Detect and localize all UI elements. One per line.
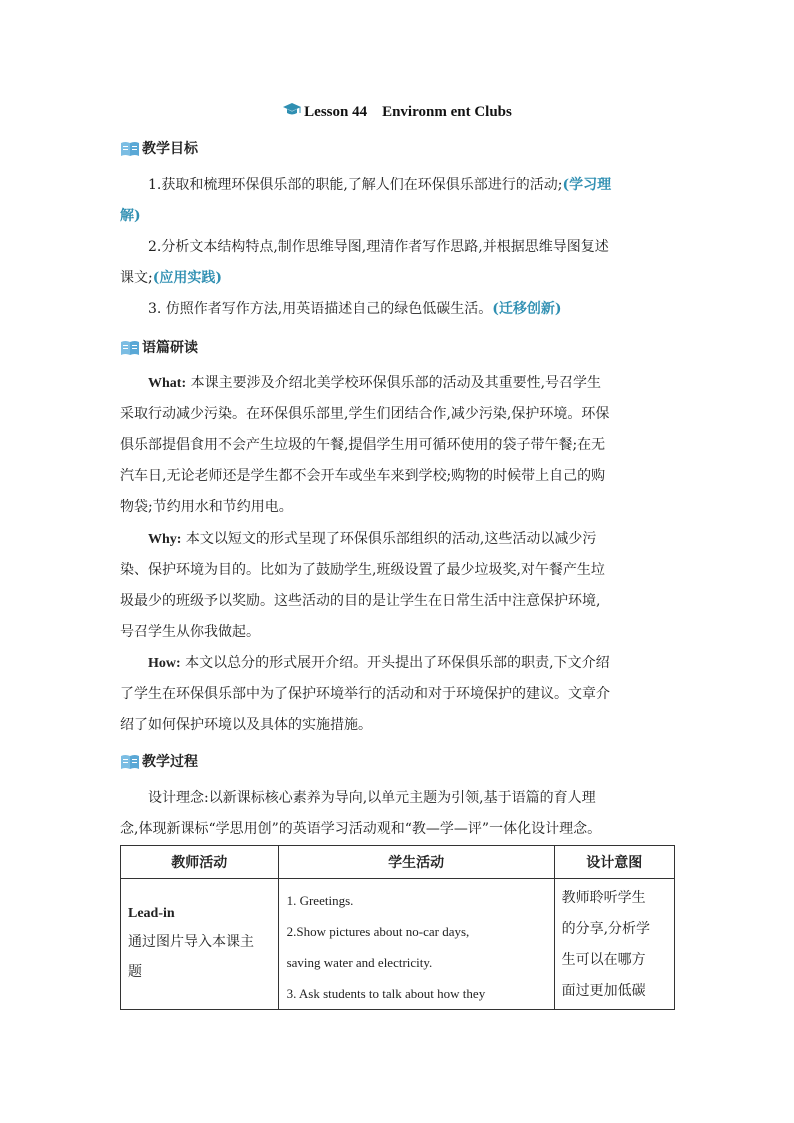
section-heading-process: 教学过程 bbox=[120, 750, 198, 772]
section-heading-goals: 教学目标 bbox=[120, 137, 198, 159]
goal-2: 2.分析文本结构特点,制作思维导图,理清作者写作思路,并根据思维导图复述 课文;(应用实践) bbox=[120, 239, 609, 286]
why-paragraph: Why: 本文以短文的形式呈现了环保俱乐部组织的活动,这些活动以减少污 染、保护环境为目的。比如为了鼓励学生,班级设置了最少垃圾奖,对午餐产生垃 圾最少的班级予以奖励。这些活动的目的是让学生在日常生活中注意保护环境, 号召学生从你我做起。 bbox=[120, 531, 605, 640]
design-concept: 设计理念:以新课标核心素养为导向,以单元主题为引领,基于语篇的育人理 念,体现新课标“学思用创”的英语学习活动观和“教—学—评”一体化设计理念。 bbox=[120, 790, 602, 837]
book-icon bbox=[120, 139, 140, 157]
lesson-title: Lesson 44 Environm ent Clubs bbox=[0, 102, 794, 123]
header-student-activity: 学生活动 bbox=[278, 846, 554, 879]
student-activity-cell: 1. Greetings. 2.Show pictures about no-car days, saving water and electricity. 3. Ask students to talk about how they bbox=[278, 879, 554, 1010]
book-icon bbox=[120, 752, 140, 770]
section-heading-reading: 语篇研读 bbox=[120, 336, 198, 358]
lesson-plan-table bbox=[120, 845, 675, 1010]
header-teacher-activity: 教师活动 bbox=[121, 846, 279, 879]
goal-1: 1.获取和梳理环保俱乐部的职能,了解人们在环保俱乐部进行的活动;(学习理 解) bbox=[120, 177, 612, 224]
table-row bbox=[121, 879, 675, 1010]
what-paragraph: What: 本课主要涉及介绍北美学校环保俱乐部的活动及其重要性,号召学生 采取行动减少污染。在环保俱乐部里,学生们团结合作,减少污染,保护环境。环保 俱乐部提倡食用不会产生垃圾的午餐,提倡学生用可循环使用的袋子带午餐;在无 汽车日,无论老师还是学生都不会开车或坐车来到学校;购物的时候带上自己的购 物袋;节约用水和节约用电。 bbox=[120, 375, 610, 515]
design-intent-cell: 教师聆听学生 的分享,分析学 生可以在哪方 面过更加低碳 bbox=[554, 879, 674, 1010]
how-paragraph: How: 本文以总分的形式展开介绍。开头提出了环保俱乐部的职责,下文介绍 了学生在环保俱乐部中为了保护环境举行的活动和对于环境保护的建议。文章介 绍了如何保护环境以及具体的实施措施。 bbox=[120, 655, 610, 733]
table-header-row bbox=[121, 846, 675, 879]
goal-3: 3. 仿照作者写作方法,用英语描述自己的绿色低碳生活。(迁移创新) bbox=[148, 301, 562, 317]
graduation-cap-icon bbox=[282, 102, 302, 123]
header-design-intent: 设计意图 bbox=[554, 846, 674, 879]
teacher-activity-cell: Lead-in 通过图片导入本课主 题 bbox=[121, 879, 279, 1010]
book-icon bbox=[120, 338, 140, 356]
